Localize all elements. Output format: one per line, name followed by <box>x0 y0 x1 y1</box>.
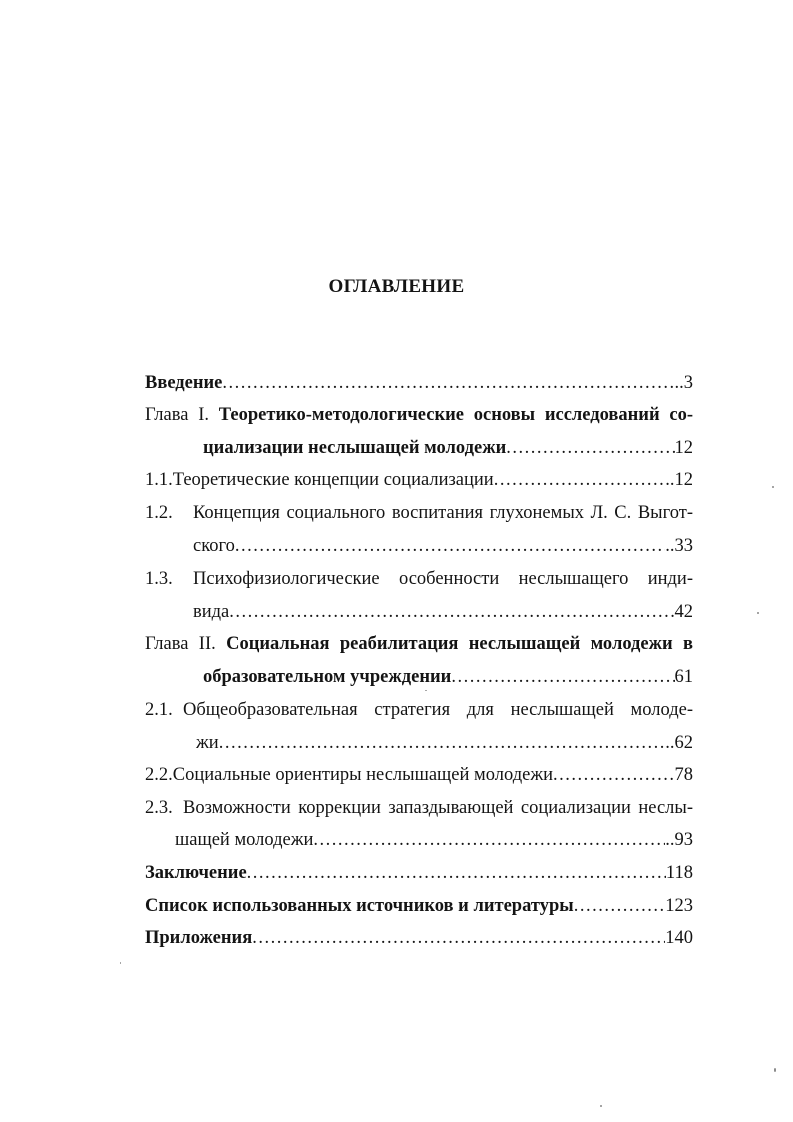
toc-page-number: 118 <box>665 863 693 883</box>
scan-speck <box>757 612 759 614</box>
toc-page-number: 12 <box>674 438 693 458</box>
dot-leader <box>229 601 674 623</box>
toc-label-line1: Концепция социального воспитания глухонемых Л. С. Выгот- <box>193 503 693 523</box>
toc-label-line2: ского <box>193 536 235 556</box>
toc-entry-2-3-line2 <box>175 829 693 851</box>
section-number: 2.2. <box>145 765 173 785</box>
toc-entry-conclusion <box>145 862 693 884</box>
scan-speck <box>600 1105 602 1107</box>
toc-entry-1-3-line2 <box>193 601 693 623</box>
toc-entry-chapter2-line1 <box>145 633 693 655</box>
toc-chapter1-heading <box>145 404 693 426</box>
scan-speck <box>772 486 774 488</box>
dot-leader <box>574 895 666 917</box>
toc-entry-2-1-line1 <box>145 699 693 721</box>
toc-page-number: 123 <box>665 896 693 916</box>
dot-leader <box>247 862 666 884</box>
toc-page-number: 61 <box>674 667 693 687</box>
section-number: 1.3. <box>145 569 173 589</box>
scan-speck <box>425 690 427 691</box>
chapter-title-line1: Социальная реабилитация неслышащей молодежи в <box>226 634 694 654</box>
toc-entry-intro <box>145 372 693 394</box>
toc-entry-2-2 <box>145 764 693 786</box>
toc-entry-1-2-line1 <box>145 502 693 524</box>
dot-leader <box>313 829 665 851</box>
section-number: 1.1. <box>145 470 173 490</box>
toc-entry-2-1-line2 <box>196 732 693 754</box>
chapter-title-line2: образовательном учреждении <box>203 667 452 687</box>
dot-leader <box>252 927 665 949</box>
toc-entry-sources <box>145 895 693 917</box>
chapter-title-line2: циализации неслышащей молодежи <box>203 438 507 458</box>
toc-label: Теоретические концепции социализации <box>172 470 494 490</box>
toc-label: Введение <box>145 373 223 393</box>
dot-leader <box>235 535 665 557</box>
toc-page-number: 78 <box>674 765 693 785</box>
toc-page-number: ..93 <box>665 830 693 850</box>
toc-entry-1-3-line1 <box>145 568 693 590</box>
toc-page-number: 42 <box>674 602 693 622</box>
toc-entry-1-2-line2 <box>193 535 693 557</box>
toc-label-line1: Возможности коррекции запаздывающей социализации неслы- <box>183 798 693 818</box>
toc-entry-1-1 <box>145 469 693 491</box>
toc-entry-chapter2-line2 <box>203 666 693 688</box>
scan-speck <box>774 1068 776 1072</box>
toc-page-number: ..62 <box>665 733 693 753</box>
dot-leader <box>494 469 666 491</box>
toc-label-line1: Общеобразовательная стратегия для неслышащей молоде- <box>183 700 693 720</box>
toc-chapter2-heading <box>145 633 693 655</box>
toc-entry-chapter1-line1 <box>145 404 693 426</box>
toc-label-line2: вида <box>193 602 230 622</box>
toc-label: Социальные ориентиры неслышащей молодежи <box>172 765 554 785</box>
scan-speck <box>120 962 121 964</box>
toc-label: Список использованных источников и литературы <box>145 896 574 916</box>
section-number: 2.1. <box>145 700 173 720</box>
dot-leader <box>553 764 674 786</box>
dot-leader <box>222 372 674 394</box>
dot-leader <box>506 437 674 459</box>
chapter-prefix: Глава I. <box>145 405 209 425</box>
toc-page-number: ..12 <box>665 470 693 490</box>
toc-label: Приложения <box>145 928 253 948</box>
dot-leader <box>451 666 674 688</box>
dot-leader <box>219 732 666 754</box>
toc-entry-appendix <box>145 927 693 949</box>
toc-entry-2-3-line1 <box>145 797 693 819</box>
toc-label-line1: Психофизиологические особенности неслышащего инди- <box>193 569 693 589</box>
toc-label-line2: жи <box>196 733 219 753</box>
toc-page-number: ..3 <box>674 373 693 393</box>
page-title: ОГЛАВЛЕНИЕ <box>328 276 465 297</box>
section-number: 1.2. <box>145 503 173 523</box>
toc-page-number: 140 <box>665 928 693 948</box>
chapter-title-line1: Теоретико-методологические основы исследований со- <box>218 405 694 425</box>
toc-page-number: ..33 <box>665 536 693 556</box>
section-number: 2.3. <box>145 798 173 818</box>
toc-label: Заключение <box>145 863 247 883</box>
toc-entry-chapter1-line2 <box>203 437 693 459</box>
chapter-prefix: Глава II. <box>145 634 216 654</box>
toc-label-line2: шащей молодежи <box>175 830 314 850</box>
